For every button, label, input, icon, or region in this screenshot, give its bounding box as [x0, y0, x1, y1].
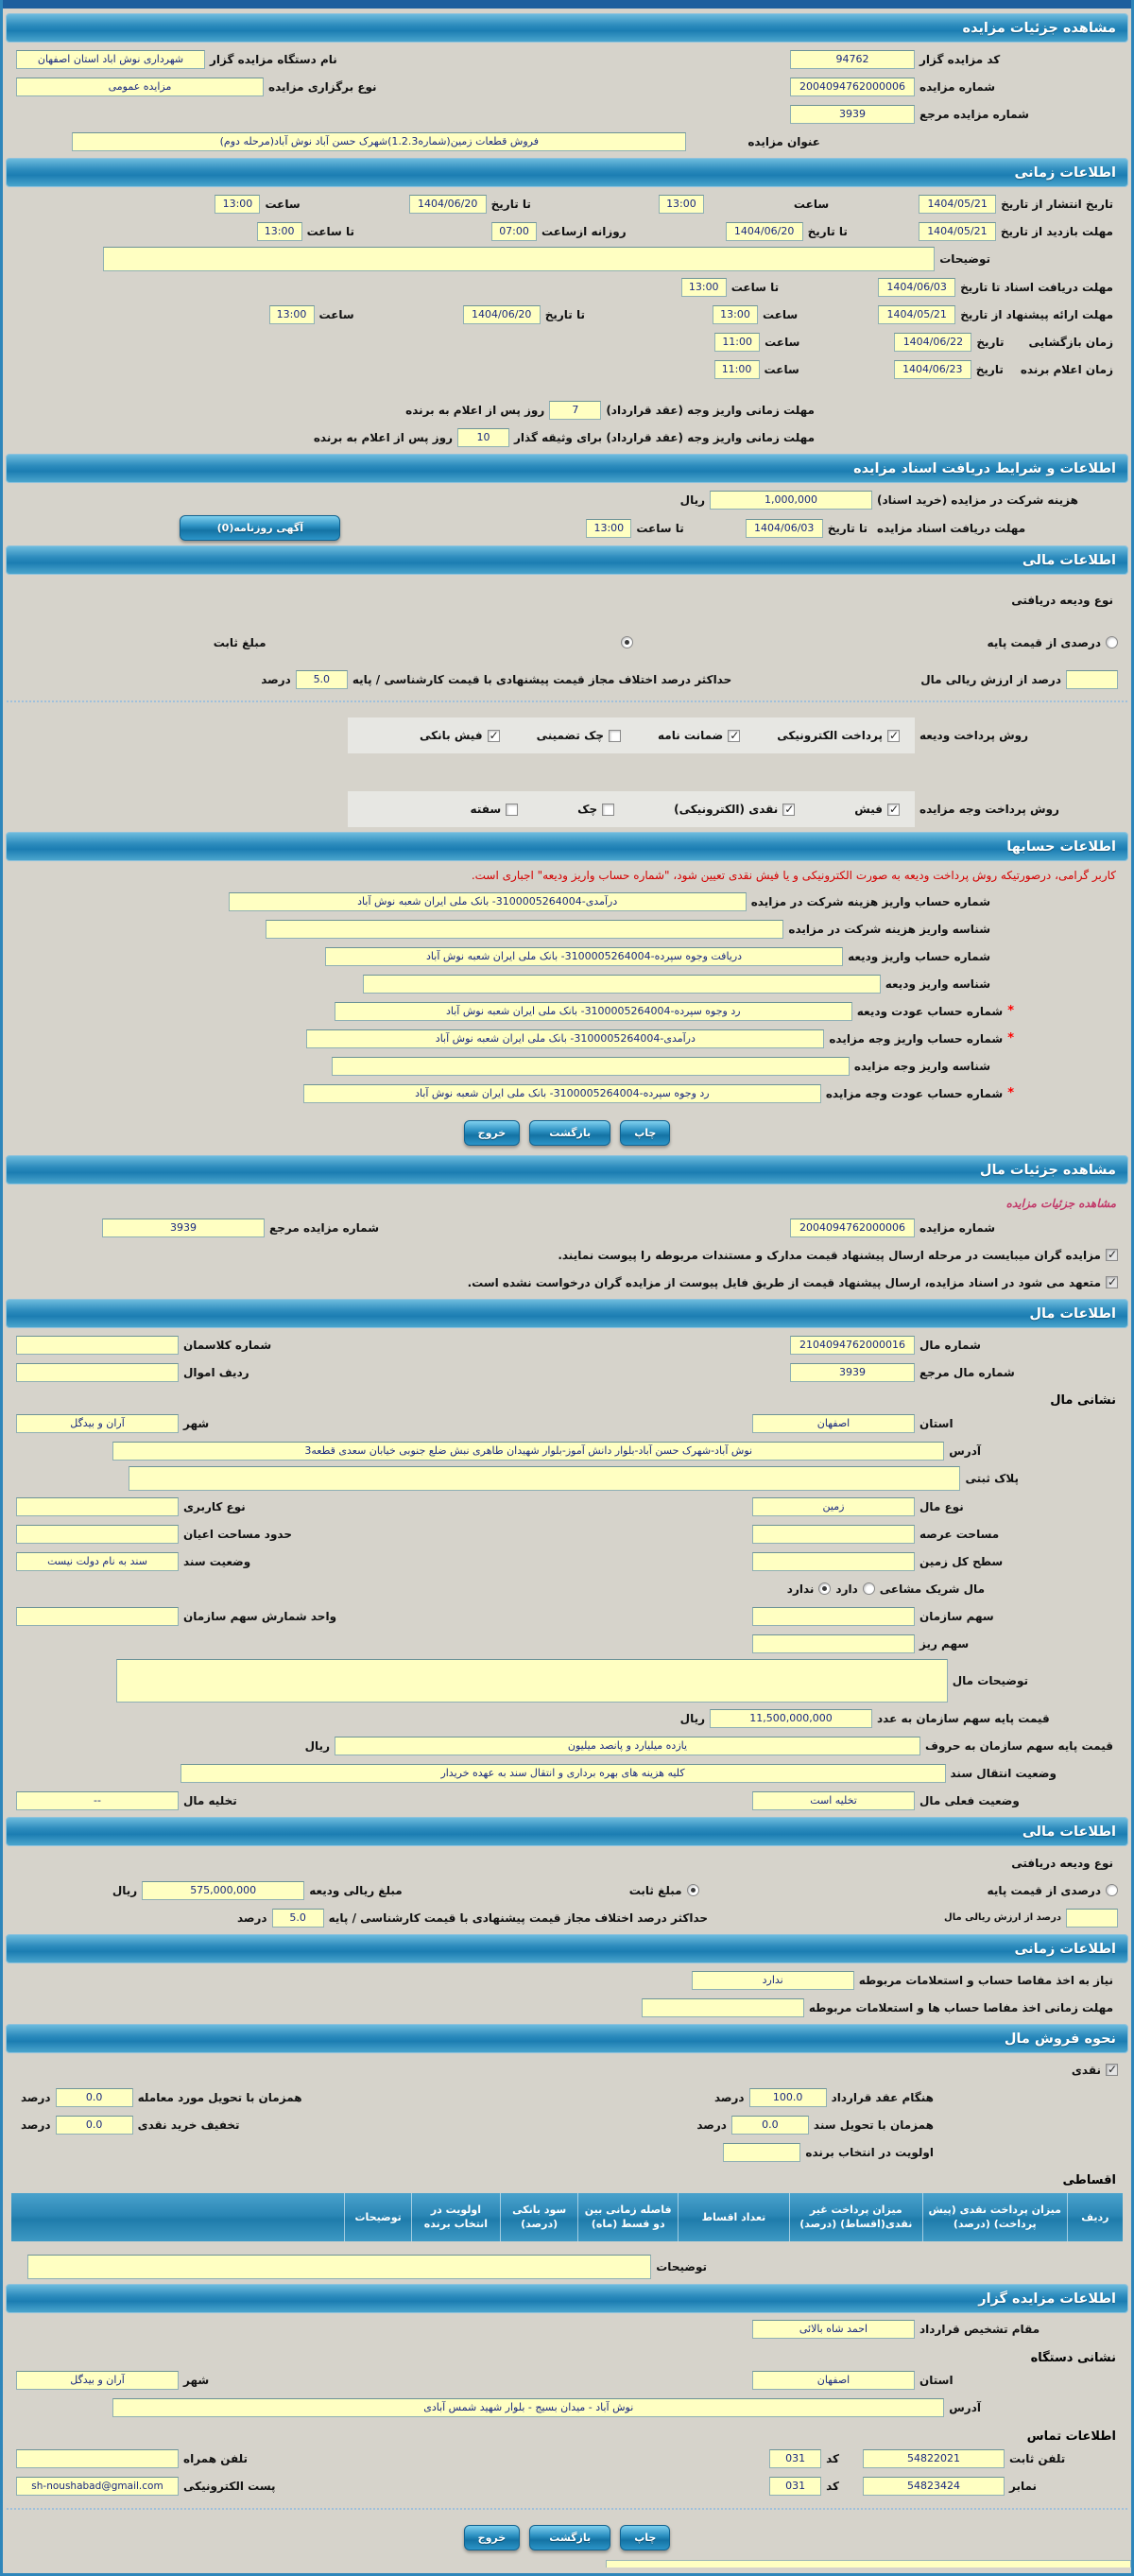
email-label: پست الکترونیکی — [183, 2480, 276, 2494]
deposit-return-account-field[interactable]: رد وجوه سپرده-3100005264004- بانک ملی ایران شعبه نوش آباد — [335, 1002, 852, 1021]
base-price-number-label: قیمت پایه سهم سازمان به عدد — [877, 1711, 1050, 1725]
auction-pay-id-label: شناسه واریز وجه مزایده — [853, 1059, 990, 1073]
item-ref-label: شماره مال مرجع — [919, 1365, 1015, 1379]
base-price-words-field[interactable]: یازده میلیارد و پانصد میلیون — [335, 1737, 920, 1755]
installment-table — [11, 2193, 1123, 2241]
deposit-amount-label: مبلغ ریالی ودیعه — [309, 1883, 403, 1897]
rial-label: ریال — [112, 1883, 138, 1897]
hour-label: ساعت — [764, 362, 799, 376]
percent-label: درصد — [21, 2090, 51, 2104]
at-delivery-label: همزمان با تحویل مورد معامله — [137, 2090, 302, 2104]
daily-from-hour-label: روزانه ازساعت — [541, 224, 627, 238]
joint-owner-yes-label: دارد — [835, 1582, 858, 1596]
participation-fee-field[interactable]: 1,000,000 — [710, 491, 872, 510]
installment-table-header-row — [11, 2193, 1123, 2241]
visit-daily-to-field[interactable]: 13:00 — [257, 222, 302, 241]
date-label: تاریخ — [976, 335, 1005, 349]
at-deed-transfer-field[interactable]: 0.0 — [731, 2116, 809, 2135]
contact-info-subtitle: اطلاعات تماس — [1026, 2429, 1116, 2444]
current-state-field[interactable]: تخلیه است — [752, 1791, 915, 1810]
winner-priority-label: اولویت در انتخاب برنده — [805, 2145, 934, 2159]
area-code-label: کد — [826, 2480, 839, 2494]
opening-date-field[interactable]: 1404/06/22 — [894, 333, 971, 352]
org-city-field[interactable]: آران و بیدگل — [16, 2371, 179, 2390]
section-header-item-info: اطلاعات مال — [6, 1299, 1128, 1328]
section-header-financial-1: اطلاعات مالی — [6, 545, 1128, 575]
auction-number-label: شماره مزایده — [919, 1220, 996, 1235]
winner-priority-field[interactable] — [723, 2143, 800, 2162]
evacuation-label: تخلیه مال — [183, 1793, 237, 1807]
percent-of-base-radio[interactable] — [1106, 1884, 1118, 1896]
max-diff-field[interactable]: 5.0 — [296, 670, 348, 689]
section-header-auctioneer: اطلاعات مزایده گزار — [6, 2284, 1128, 2313]
fee-id-field[interactable] — [266, 920, 783, 939]
percent-of-base-radio[interactable] — [1106, 636, 1118, 648]
percent-of-value-field[interactable] — [1066, 670, 1118, 689]
to-hour-label: تا ساعت — [730, 280, 780, 294]
rial-label: ریال — [679, 1711, 705, 1725]
percent-label: درصد — [714, 2090, 745, 2104]
publish-from-date-field[interactable]: 1404/05/21 — [919, 195, 996, 214]
publish-from-time-field[interactable]: 13:00 — [659, 195, 704, 214]
sub-share-field[interactable] — [752, 1634, 915, 1653]
clearance-deadline-label: مهلت زمانی اخذ مفاصا حساب ها و استعلامات مربوطه — [808, 2000, 1113, 2014]
to-hour-label: تا ساعت — [306, 224, 355, 238]
payment-deadline-contract-label: مهلت زمانی واریز وجه (عقد قرارداد) — [606, 403, 815, 417]
hour-label: ساعت — [793, 197, 830, 211]
fee-account-label: شماره حساب واریز هزینه شرکت در مزایده — [750, 894, 990, 908]
opening-time-field[interactable]: 11:00 — [714, 333, 760, 352]
usage-type-field[interactable] — [16, 1497, 179, 1516]
clearance-needed-field[interactable]: ندارد — [692, 1971, 854, 1990]
item-number-field[interactable]: 2104094762000016 — [790, 1336, 915, 1355]
back-button[interactable]: بازگشت — [529, 2525, 610, 2550]
opening-time-label: زمان بازگشایی — [1028, 335, 1113, 349]
fee-account-field[interactable]: درآمدی-3100005264004- بانک ملی ایران شعبه نوش آباد — [229, 892, 747, 911]
no-attachment-required-note: متعهد می شود در اسناد مزایده، ارسال پیشنهاد قیمت از طریق فایل پیوست از مزایده گران درخواست نشده است. — [467, 1275, 1101, 1289]
visit-daily-from-field[interactable]: 07:00 — [491, 222, 537, 241]
section-header-item-details: مشاهده جزئیات مال — [6, 1155, 1128, 1184]
visit-to-date-field[interactable]: 1404/06/20 — [726, 222, 803, 241]
city-label: شهر — [183, 1416, 210, 1430]
deposit-return-account-label: شماره حساب عودت ودیعه — [856, 1004, 1004, 1018]
auction-pay-method-label: روش پرداخت وجه مزایده — [919, 803, 1059, 816]
item-ref-field[interactable]: 3939 — [790, 1363, 915, 1382]
rial-label: ریال — [304, 1738, 330, 1753]
col-bank-interest: سود بانکی (درصد) — [500, 2193, 577, 2241]
clearance-deadline-field[interactable] — [642, 1998, 804, 2017]
org-name-field[interactable]: شهرداری نوش اباد استان اصفهان — [16, 50, 205, 69]
section-time-info — [3, 158, 1131, 449]
item-address-subtitle: نشانی مال — [1050, 1393, 1116, 1408]
auction-ref-label: شماره مزایده مرجع — [269, 1220, 379, 1235]
base-price-words-label: قیمت پایه سهم سازمان به حروف — [924, 1738, 1113, 1753]
land-area-field[interactable] — [752, 1525, 915, 1544]
required-asterisk: * — [1007, 1004, 1014, 1018]
col-noncash-payment: میزان پرداخت غیر نقدی(اقساط) (درصد) — [789, 2193, 922, 2241]
item-type-field[interactable]: زمین — [752, 1497, 915, 1516]
province-label: استان — [919, 2374, 954, 2388]
fixed-amount-option-label: مبلغ ثابت — [628, 1883, 682, 1897]
cash-sale-checkbox[interactable] — [1106, 2064, 1118, 2076]
percent-of-base-option-label: درصدی از قیمت پایه — [987, 1883, 1101, 1897]
exit-button[interactable]: خروج — [464, 1120, 521, 1146]
section-sale-method — [3, 2024, 1131, 2279]
cropped-field-strip — [606, 2560, 1131, 2567]
no-attachment-required-checkbox[interactable] — [1106, 1276, 1118, 1288]
item-address-field[interactable]: نوش آباد-شهرک حسن آباد-بلوار دانش آموز-بلوار شهیدان طاهری نبش ضلع جنوبی خیابان سعدی قطعه3 — [112, 1442, 944, 1461]
deposit-type-label: نوع ودیعه دریافتی — [1011, 1856, 1113, 1870]
publish-date-label: تاریخ انتشار از تاریخ — [1001, 197, 1113, 211]
at-deed-transfer-label: همزمان با تحویل سند — [813, 2118, 934, 2132]
promissory-note-checkbox[interactable] — [506, 804, 518, 816]
total-land-label: سطح کل زمین — [919, 1554, 1004, 1568]
col-blank — [11, 2193, 345, 2241]
fax-code-field[interactable]: 031 — [769, 2477, 821, 2496]
required-asterisk: * — [1007, 1086, 1014, 1100]
city-label: شهر — [183, 2374, 210, 2388]
auction-subject-field[interactable]: فروش قطعات زمین(شماره1.2.3)شهرک حسن آباد نوش آباد(مرحله دوم) — [72, 132, 686, 151]
auction-type-field[interactable]: مزایده عمومی — [16, 78, 264, 96]
fixed-amount-option-label: مبلغ ثابت — [213, 635, 266, 649]
deed-transfer-field[interactable]: کلیه هزینه های بهره برداری و انتقال سند به عهده خریدار — [180, 1764, 946, 1783]
newspaper-ad-button[interactable]: آگهی روزنامه(0) — [180, 515, 340, 541]
auction-return-account-label: شماره حساب عودت وجه مزایده — [825, 1086, 1004, 1100]
classification-field[interactable] — [16, 1336, 179, 1355]
mid-button-row — [3, 1120, 1131, 1146]
winner-time-field[interactable]: 11:00 — [714, 360, 760, 379]
receipt-checkbox[interactable] — [887, 804, 900, 816]
deposit-id-label: شناسه واریز ودیعه — [885, 977, 990, 991]
province-field[interactable]: اصفهان — [752, 1414, 915, 1433]
deed-status-field[interactable]: سند به نام دولت نیست — [16, 1552, 179, 1571]
auction-ref-field[interactable]: 3939 — [790, 105, 915, 124]
org-share-label: سهم سازمان — [919, 1609, 994, 1623]
section-header-time-info: اطلاعات زمانی — [6, 158, 1128, 187]
offer-to-time-field[interactable]: 13:00 — [269, 305, 315, 324]
deposit-method-panel — [348, 717, 915, 753]
dotted-divider — [7, 700, 1127, 702]
section-header-sale-method: نحوه فروش مال — [6, 2024, 1128, 2053]
hour-label: ساعت — [765, 335, 800, 349]
publish-to-date-field[interactable]: 1404/06/20 — [409, 195, 487, 214]
assets-row-label: ردیف اموال — [183, 1365, 249, 1379]
col-notes: توضیحات — [345, 2193, 412, 2241]
org-share-field[interactable] — [752, 1607, 915, 1626]
contract-authority-label: مقام تشخیص قرارداد — [919, 2323, 1040, 2337]
share-unit-label: واحد شمارش سهم سازمان — [183, 1609, 337, 1623]
at-contract-field[interactable]: 100.0 — [749, 2088, 827, 2107]
org-address-label: آدرس — [949, 2401, 981, 2415]
section-financial-info-2 — [3, 1817, 1131, 1929]
fax-label: نمابر — [1009, 2480, 1038, 2494]
section-accounts — [3, 832, 1131, 1146]
section-header-financial-2: اطلاعات مالی — [6, 1817, 1128, 1846]
org-province-field[interactable]: اصفهان — [752, 2371, 915, 2390]
time-notes-label: توضیحات — [939, 252, 990, 266]
section-document-terms — [3, 454, 1131, 541]
deposit-account-field[interactable]: دریافت وجوه سپرده-3100005264004- بانک ملی ایران شعبه نوش آباد — [325, 947, 843, 966]
section-header-time-2: اطلاعات زمانی — [6, 1934, 1128, 1963]
winner-announce-label: زمان اعلام برنده — [1020, 362, 1113, 376]
section-header-document-terms: اطلاعات و شرایط دریافت اسناد مزایده — [6, 454, 1128, 483]
view-auction-details-link[interactable]: مشاهده جزئیات مزایده — [1005, 1197, 1116, 1210]
fixed-amount-radio[interactable] — [621, 636, 633, 648]
electronic-payment-checkbox[interactable] — [887, 730, 900, 742]
registration-plate-label: پلاک ثبتی — [965, 1472, 1019, 1485]
at-contract-label: هنگام عقد قرارداد — [831, 2090, 934, 2104]
auction-number-field[interactable]: 2004094762000006 — [790, 1219, 915, 1237]
joint-owner-no-label: ندارد — [786, 1582, 815, 1596]
org-address-field[interactable]: نوش آباد - میدان بسیج - بلوار شهید شمس آبادی — [112, 2398, 944, 2417]
joint-owner-label: مال شریک مشاعی — [879, 1582, 985, 1596]
guarantee-letter-checkbox[interactable] — [728, 730, 740, 742]
share-unit-field[interactable] — [16, 1607, 179, 1626]
bottom-button-row — [3, 2525, 1131, 2550]
installment-subtitle: اقساطی — [1062, 2173, 1116, 2187]
page-top-border — [3, 0, 1131, 9]
section-financial-info-1 — [3, 545, 1131, 827]
area-code-label: کد — [826, 2452, 839, 2466]
date-label: تاریخ — [975, 362, 1004, 376]
at-delivery-field[interactable]: 0.0 — [56, 2088, 133, 2107]
auction-number-label: شماره مزایده — [919, 79, 996, 94]
max-diff-label: حداکثر درصد اختلاف مجاز قیمت پیشنهادی با قیمت کارشناسی / پایه — [328, 1910, 709, 1925]
visit-period-label: مهلت بازدید از تاریخ — [1000, 224, 1113, 238]
payment-deadline-guarantor-label: مهلت زمانی واریز وجه (عقد قرارداد) برای وثیقه گذار — [514, 430, 815, 444]
offer-to-date-field[interactable]: 1404/06/20 — [463, 305, 541, 324]
building-area-label: حدود مساحت اعیان — [183, 1527, 293, 1541]
current-state-label: وضعیت فعلی مال — [919, 1793, 1020, 1807]
certified-check-checkbox[interactable] — [609, 730, 621, 742]
percent-label: درصد — [21, 2118, 51, 2132]
sale-notes-label: توضیحات — [656, 2259, 707, 2273]
province-label: استان — [919, 1416, 954, 1430]
auctioneer-code-label: کد مزایده گزار — [919, 52, 1001, 66]
col-cash-payment: میزان پرداخت نقدی (پیش پرداخت) (درصد) — [922, 2193, 1067, 2241]
bank-receipt-checkbox[interactable] — [488, 730, 500, 742]
required-asterisk: * — [1007, 1031, 1014, 1046]
auction-return-account-field[interactable]: رد وجوه سپرده-3100005264004- بانک ملی ایران شعبه نوش آباد — [303, 1084, 821, 1103]
col-installment-interval: فاصله زمانی بین دو قسط (ماه) — [578, 2193, 679, 2241]
percent-of-value-field[interactable] — [1066, 1909, 1118, 1928]
docs-deadline-time-field[interactable]: 13:00 — [586, 519, 631, 538]
deposit-account-label: شماره حساب واریز ودیعه — [848, 949, 990, 963]
winner-date-field[interactable]: 1404/06/23 — [894, 360, 971, 379]
item-number-label: شماره مال — [919, 1338, 981, 1352]
auction-subject-label: عنوان مزایده — [747, 134, 820, 148]
cash-electronic-checkbox[interactable] — [782, 804, 795, 816]
to-date-label: تا تاریخ — [827, 521, 868, 535]
landline-label: تلفن ثابت — [1009, 2452, 1066, 2466]
contract-authority-field[interactable]: احمد شاه بالائی — [752, 2320, 915, 2339]
section-time-info-2 — [3, 1934, 1131, 2019]
auction-type-label: نوع برگزاری مزایده — [268, 79, 377, 94]
participation-fee-label: هزینه شرکت در مزایده (خرید اسناد) — [877, 493, 1078, 507]
item-type-label: نوع مال — [919, 1499, 964, 1513]
cash-sale-label: نقدی — [1071, 2063, 1101, 2077]
joint-owner-yes-radio[interactable] — [863, 1582, 875, 1595]
guarantee-letter-label: ضمانت نامه — [658, 729, 724, 742]
docs-receive-deadline-label: مهلت دریافت اسناد تا تاریخ — [960, 280, 1113, 294]
hour-label: ساعت — [763, 307, 799, 321]
docs-receive-time-field[interactable]: 13:00 — [681, 278, 727, 297]
org-address-subtitle: نشانی دستگاه — [1030, 2350, 1116, 2365]
receipt-label: فیش — [854, 803, 883, 816]
auction-pay-id-field[interactable] — [332, 1057, 850, 1076]
percent-label: درصد — [696, 2118, 727, 2132]
offer-from-date-field[interactable]: 1404/05/21 — [878, 305, 955, 324]
days-after-winner-label: روز پس از اعلام به برنده — [313, 430, 453, 444]
exit-button[interactable]: خروج — [464, 2525, 521, 2550]
check-checkbox[interactable] — [602, 804, 614, 816]
dotted-divider — [7, 2508, 1127, 2510]
cash-electronic-label: نقدی (الکترونیکی) — [674, 803, 779, 816]
sub-share-label: سهم ریز — [919, 1636, 970, 1651]
attach-docs-note: مزایده گران میبایست در مرحله ارسال پیشنهاد قیمت مدارک و مستندات مربوطه را پیوست نمایند. — [558, 1248, 1101, 1262]
base-price-number-field[interactable]: 11,500,000,000 — [710, 1709, 872, 1728]
hour-label: ساعت — [318, 307, 354, 321]
certified-check-label: چک تضمینی — [536, 729, 605, 742]
auction-pay-account-field[interactable]: درآمدی-3100005264004- بانک ملی ایران شعبه نوش آباد — [306, 1029, 824, 1048]
offer-from-time-field[interactable]: 13:00 — [713, 305, 758, 324]
registration-plate-field[interactable] — [129, 1466, 960, 1491]
percent-of-value-label: درصد از ارزش ریالی مال — [944, 1912, 1061, 1923]
cash-discount-label: تخفیف خرید نقدی — [137, 2118, 240, 2132]
section-item-details — [3, 1155, 1131, 1294]
publish-to-time-field[interactable]: 13:00 — [215, 195, 260, 214]
deposit-id-field[interactable] — [363, 975, 881, 994]
to-date-label: تا تاریخ — [807, 224, 848, 238]
item-address-label: آدرس — [949, 1444, 981, 1458]
landline-field[interactable]: 54822021 — [863, 2449, 1005, 2468]
docs-deadline-date-field[interactable]: 1404/06/03 — [746, 519, 823, 538]
section-header-auction-details: مشاهده جزئیات مزایده — [6, 13, 1128, 43]
rial-label: ریال — [679, 493, 705, 507]
cash-discount-field[interactable]: 0.0 — [56, 2116, 133, 2135]
auctioneer-code-field[interactable]: 94762 — [790, 50, 915, 69]
fax-field[interactable]: 54823424 — [863, 2477, 1005, 2496]
fixed-amount-radio[interactable] — [687, 1884, 699, 1896]
section-auctioneer-info — [3, 2284, 1131, 2567]
offer-period-label: مهلت ارائه پیشنهاد از تاریخ — [960, 307, 1113, 321]
hour-label: ساعت — [265, 197, 301, 211]
item-description-field[interactable] — [116, 1659, 948, 1703]
sale-notes-field[interactable] — [27, 2255, 651, 2279]
section-auction-details — [3, 13, 1131, 153]
to-hour-label: تا ساعت — [636, 521, 684, 535]
total-land-field[interactable] — [752, 1552, 915, 1571]
electronic-payment-label: پرداخت الکترونیکی — [777, 729, 883, 742]
percent-label: درصد — [261, 672, 291, 686]
deed-transfer-label: وضعیت انتقال سند — [950, 1766, 1057, 1780]
usage-type-label: نوع کاربری — [183, 1499, 246, 1513]
print-button[interactable]: چاپ — [620, 1120, 670, 1146]
time-notes-field[interactable] — [103, 247, 935, 271]
section-header-accounts: اطلاعات حسابها — [6, 832, 1128, 861]
payment-deadline-guarantor-days-field[interactable]: 10 — [457, 428, 509, 447]
back-button[interactable]: بازگشت — [529, 1120, 610, 1146]
auction-pay-method-panel — [348, 791, 915, 827]
auction-pay-account-label: شماره حساب واریز وجه مزایده — [829, 1031, 1004, 1046]
docs-deadline-label: مهلت دریافت اسناد مزایده — [877, 521, 1026, 535]
item-description-label: توضیحات مال — [952, 1674, 1028, 1687]
deed-status-label: وضعیت سند — [183, 1554, 251, 1568]
max-diff-field[interactable]: 5.0 — [272, 1909, 324, 1928]
max-diff-label: حداکثر درصد اختلاف مجاز قیمت پیشنهادی با قیمت کارشناسی / پایه — [352, 672, 732, 686]
org-name-label: نام دستگاه مزایده گزار — [210, 52, 337, 66]
deposit-method-label: روش پرداخت ودیعه — [919, 729, 1029, 742]
deposit-amount-field[interactable]: 575,000,000 — [142, 1881, 304, 1900]
auction-number-field[interactable]: 2004094762000006 — [790, 78, 915, 96]
accounts-notice: کاربر گرامی، درصورتیکه روش پرداخت ودیعه به صورت الکترونیکی و یا فیش نقدی تعیین شود، "شماره حساب واریز ودیعه" اجباری است. — [471, 869, 1116, 882]
col-installment-count: تعداد اقساط — [679, 2193, 790, 2241]
check-label: چک — [577, 803, 598, 816]
joint-owner-no-radio[interactable] — [818, 1582, 831, 1595]
land-area-label: مساحت عرصه — [919, 1527, 1000, 1541]
section-item-info — [3, 1299, 1131, 1812]
col-row-number: ردیف — [1067, 2193, 1123, 2241]
building-area-field[interactable] — [16, 1525, 179, 1544]
col-winner-priority: اولویت در انتخاب برنده — [411, 2193, 500, 2241]
auction-ref-label: شماره مزایده مرجع — [919, 107, 1029, 121]
docs-receive-date-field[interactable]: 1404/06/03 — [878, 278, 955, 297]
attach-docs-checkbox[interactable] — [1106, 1249, 1118, 1261]
promissory-note-label: سفته — [470, 803, 502, 816]
to-date-label: تا تاریخ — [544, 307, 585, 321]
auction-ref-field[interactable]: 3939 — [102, 1219, 265, 1237]
deposit-type-label: نوع ودیعه دریافتی — [1011, 593, 1113, 607]
email-field[interactable]: sh-noushabad@gmail.com — [16, 2477, 179, 2496]
landline-code-field[interactable]: 031 — [769, 2449, 821, 2468]
percent-label: درصد — [237, 1910, 267, 1925]
print-button[interactable]: چاپ — [620, 2525, 670, 2550]
classification-label: شماره کلاسمان — [183, 1338, 272, 1352]
percent-of-value-label: درصد از ارزش ریالی مال — [920, 672, 1061, 686]
assets-row-field[interactable] — [16, 1363, 179, 1382]
fee-id-label: شناسه واریز هزینه شرکت در مزایده — [788, 922, 990, 936]
payment-deadline-contract-days-field[interactable]: 7 — [549, 401, 601, 420]
to-date-label: تا تاریخ — [490, 197, 531, 211]
visit-from-date-field[interactable]: 1404/05/21 — [919, 222, 996, 241]
mobile-label: تلفن همراه — [183, 2452, 249, 2466]
clearance-needed-label: نیاز به اخذ مفاصا حساب و استعلامات مربوطه — [858, 1973, 1113, 1987]
evacuation-field[interactable]: -- — [16, 1791, 179, 1810]
city-field[interactable]: آران و بیدگل — [16, 1414, 179, 1433]
percent-of-base-option-label: درصدی از قیمت پایه — [987, 635, 1101, 649]
days-after-winner-label: روز پس از اعلام به برنده — [405, 403, 545, 417]
mobile-field[interactable] — [16, 2449, 179, 2468]
bank-receipt-label: فیش بانکی — [420, 729, 483, 742]
